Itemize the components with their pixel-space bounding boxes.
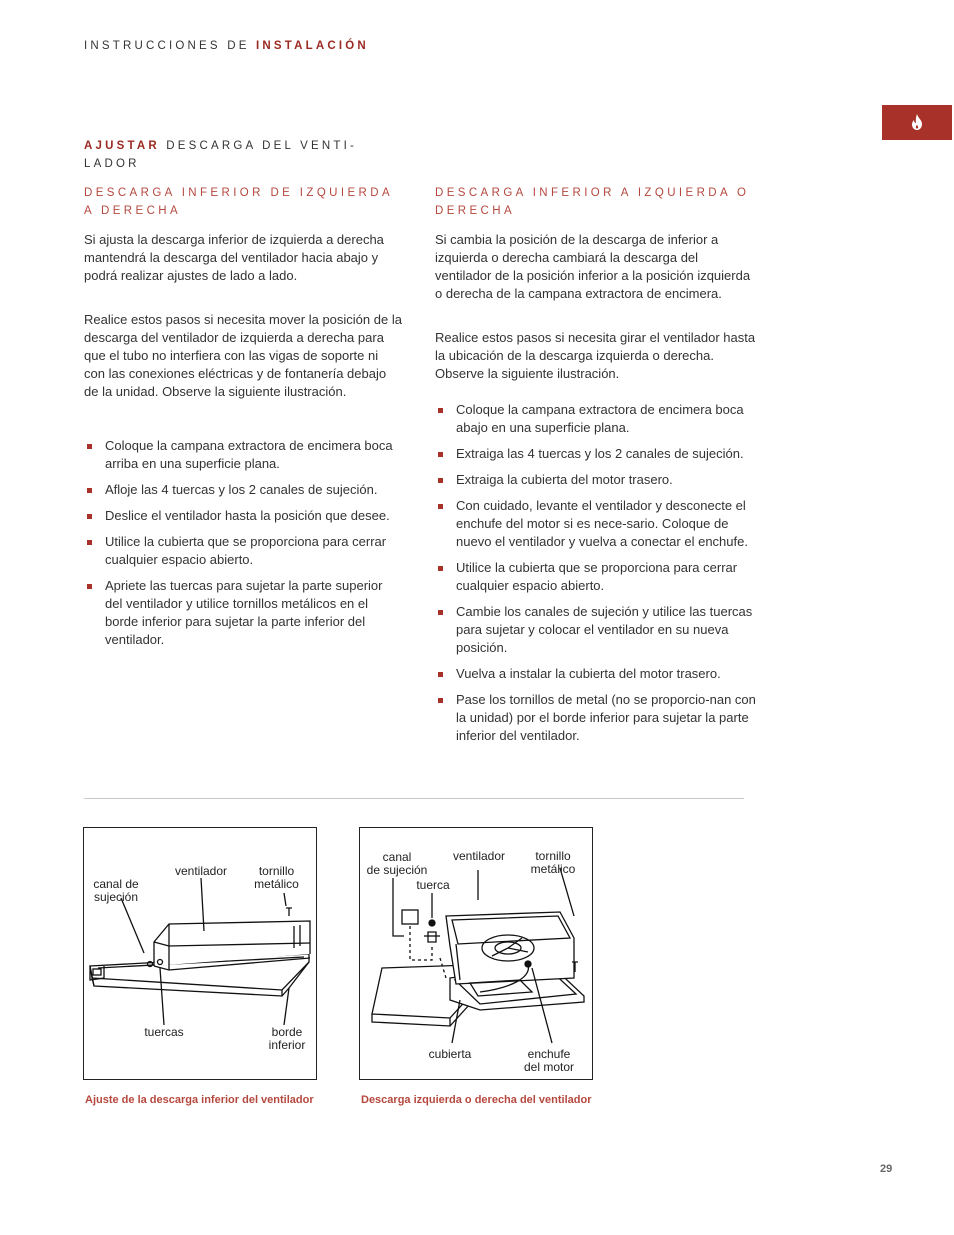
list-item: Coloque la campana extractora de encimera boca abajo en una superficie plana. — [435, 401, 757, 437]
label-cubierta: cubierta — [428, 1047, 472, 1061]
left-subtitle: DESCARGA INFERIOR DE IZQUIERDA A DERECHA — [84, 187, 393, 217]
left-step-list — [84, 437, 402, 657]
bullet-square — [87, 584, 92, 589]
bullet-square — [87, 488, 92, 493]
label-tornillo-metalico: tornillo metálico — [530, 849, 576, 876]
bullet-square — [438, 504, 443, 509]
bullet-square — [438, 452, 443, 457]
figure-bottom-discharge — [83, 827, 317, 1080]
list-item: Pase los tornillos de metal (no se proporcio-nan con la unidad) por el borde inferior para sujetar la parte inferior del ventilador. — [435, 691, 757, 745]
left-paragraph-2: Realice estos pasos si necesita mover la posición de la descarga del ventilador de izquierda a derecha para que el tubo no interfiera con las vigas de soporte ni con las conexiones eléctricas y de fontanería debajo de la unidad. Observe la siguiente ilustración. — [84, 312, 402, 399]
label-tuerca: tuerca — [416, 878, 450, 892]
list-item: Apriete las tuercas para sujetar la parte superior del ventilador y utilice tornillos metálicos en el borde inferior para sujetar la parte inferior del ventilador. — [84, 577, 402, 649]
section-tab — [882, 105, 952, 140]
header-accent: INSTALACIÓN — [255, 40, 369, 52]
label-ventilador: ventilador — [452, 849, 506, 863]
bullet-square — [438, 408, 443, 413]
bullet-square — [438, 478, 443, 483]
page-number: 29 — [880, 1163, 893, 1175]
section-divider — [84, 798, 744, 799]
bullet-square — [87, 540, 92, 545]
label-ventilador: ventilador — [174, 864, 228, 878]
header-prefix: INSTRUCCIONES DE — [84, 40, 256, 52]
figure2-caption: Descarga izquierda o derecha del ventilador — [361, 1094, 592, 1106]
right-paragraph-1: Si cambia la posición de la descarga de inferior a izquierda o derecha cambiará la descarga del ventilador de la posición inferior a la posición izquierda o derecha de la campana extractora de encimera. — [435, 232, 751, 301]
section-title-rest: DESCARGA DEL VENTI- LADOR — [84, 140, 357, 170]
label-enchufe-del-motor: enchufe del motor — [523, 1047, 575, 1074]
label-canal-de-sujecion: canal de sujeción — [366, 850, 428, 877]
bullet-square — [438, 610, 443, 615]
bullet-square — [87, 444, 92, 449]
bullet-square — [438, 566, 443, 571]
label-tornillo-metalico: tornillo metálico — [254, 864, 299, 891]
bullet-square — [438, 698, 443, 703]
list-item: Cambie los canales de sujeción y utilice las tuercas para sujetar y colocar el ventilador en su nueva posición. — [435, 603, 757, 657]
figure-side-discharge — [359, 827, 593, 1080]
section-title — [84, 137, 394, 173]
label-borde-inferior: borde inferior — [268, 1025, 306, 1052]
label-canal-de-sujecion: canal de sujeción — [93, 877, 139, 904]
left-paragraph-1: Si ajusta la descarga inferior de izquierda a derecha mantendrá la descarga del ventilador hacia abajo y podrá realizar ajustes de lado a lado. — [84, 232, 384, 283]
flame-icon — [911, 114, 923, 130]
list-item: Extraiga las 4 tuercas y los 2 canales de sujeción. — [435, 445, 757, 463]
list-item: Utilice la cubierta que se proporciona para cerrar cualquier espacio abierto. — [84, 533, 402, 569]
figure1-caption: Ajuste de la descarga inferior del ventilador — [85, 1094, 314, 1106]
right-subtitle: DESCARGA INFERIOR A IZQUIERDA O DERECHA — [435, 187, 750, 217]
list-item: Extraiga la cubierta del motor trasero. — [435, 471, 757, 489]
bullet-square — [438, 672, 443, 677]
list-item: Afloje las 4 tuercas y los 2 canales de sujeción. — [84, 481, 402, 499]
list-item: Con cuidado, levante el ventilador y desconecte el enchufe del motor si es nece-sario. Coloque de nuevo el ventilador y vuelva a conectar el enchufe. — [435, 497, 757, 551]
running-header — [84, 40, 369, 52]
section-title-accent: AJUSTAR — [84, 140, 160, 152]
list-item: Utilice la cubierta que se proporciona para cerrar cualquier espacio abierto. — [435, 559, 757, 595]
bullet-square — [87, 514, 92, 519]
right-step-list — [435, 401, 757, 753]
right-paragraph-2: Realice estos pasos si necesita girar el ventilador hasta la ubicación de la descarga izquierda o derecha. Observe la siguiente ilustración. — [435, 330, 756, 381]
label-tuercas: tuercas — [144, 1025, 184, 1039]
list-item: Deslice el ventilador hasta la posición que desee. — [84, 507, 402, 525]
list-item: Vuelva a instalar la cubierta del motor trasero. — [435, 665, 757, 683]
list-item: Coloque la campana extractora de encimera boca arriba en una superficie plana. — [84, 437, 402, 473]
